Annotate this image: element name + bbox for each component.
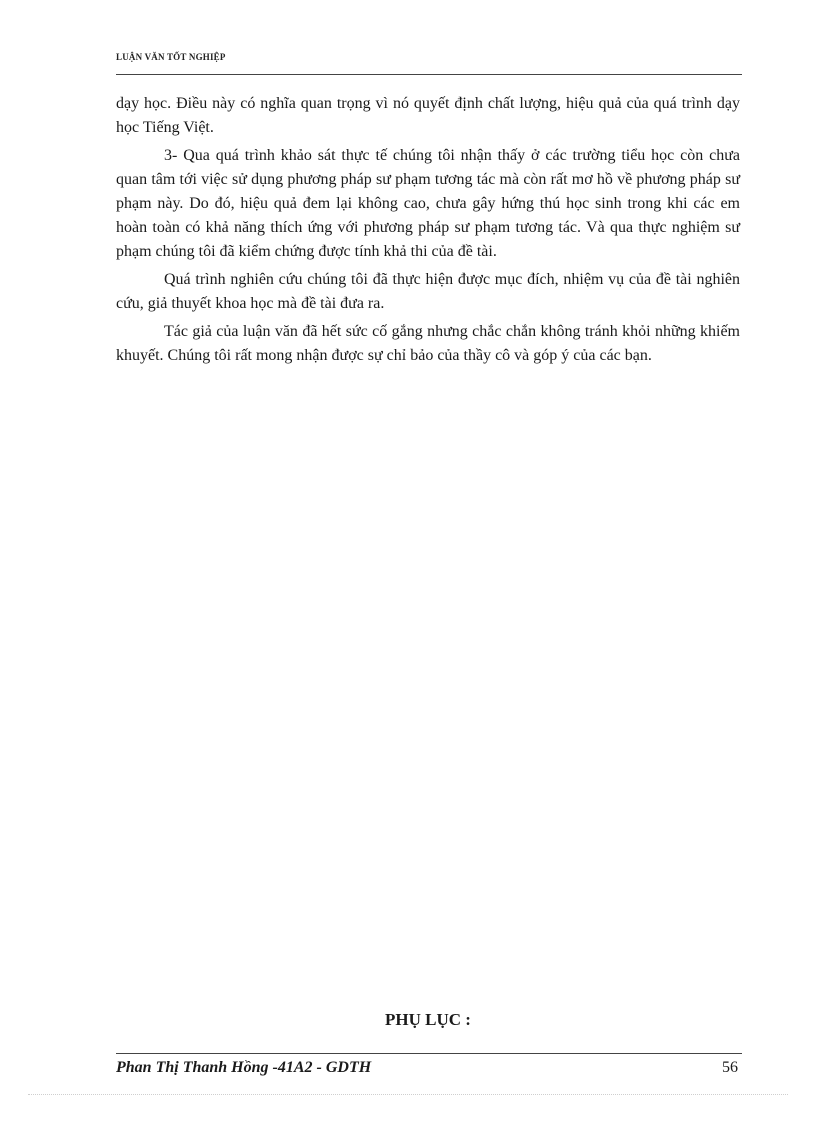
appendix-heading: PHỤ LỤC : bbox=[385, 1010, 471, 1029]
paragraph-author-note: Tác giả của luận văn đã hết sức cố gắng nhưng chắc chắn không tránh khỏi những khiếm khuyết. Chúng tôi rất mong nhận được sự chỉ bảo của thầy cô và góp ý của các bạn. bbox=[116, 323, 740, 364]
main-body bbox=[116, 92, 740, 372]
page-number: 56 bbox=[722, 1059, 738, 1076]
paragraph-research-process: Quá trình nghiên cứu chúng tôi đã thực hiện được mục đích, nhiệm vụ của đề tài nghiên cứu, giả thuyết khoa học mà đề tài đưa ra. bbox=[116, 271, 740, 312]
page-edge-divider bbox=[28, 1094, 788, 1095]
page-header-title: LUẬN VĂN TỐT NGHIỆP bbox=[116, 52, 226, 62]
footer-author: Phan Thị Thanh Hồng -41A2 - GDTH bbox=[116, 1059, 372, 1076]
paragraph-survey-findings: 3- Qua quá trình khảo sát thực tế chúng tôi nhận thấy ở các trường tiểu học còn chưa quan tâm tới việc sử dụng phương pháp sư phạm tương tác mà còn rất mơ hồ về phương pháp sư phạm này. Do đó, hiệu quả đem lại không cao, chưa gây hứng thú học sinh trong khi các em hoàn toàn có khả năng thích ứng với phương pháp sư phạm tương tác. Và qua thực nghiệm sư phạm chúng tôi đã kiểm chứng được tính khả thi của đề tài. bbox=[116, 147, 740, 260]
paragraph-continuation: dạy học. Điều này có nghĩa quan trọng vì nó quyết định chất lượng, hiệu quả của quá trình dạy học Tiếng Việt. bbox=[116, 95, 740, 136]
footer-divider bbox=[116, 1053, 742, 1054]
header-divider bbox=[116, 74, 742, 75]
